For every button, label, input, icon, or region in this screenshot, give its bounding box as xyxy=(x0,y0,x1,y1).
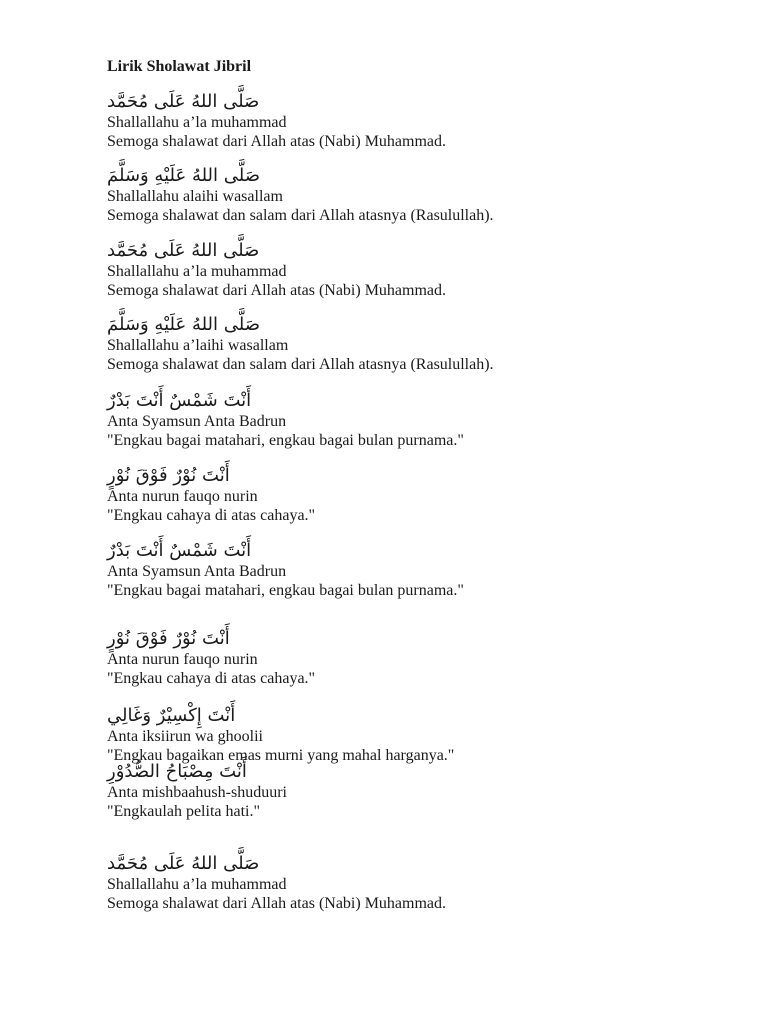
arabic-line: أَنْتَ شَمْسٌ أَنْتَ بَدْرٌ xyxy=(107,540,252,561)
transliteration-line: Shallallahu a’la muhammad xyxy=(107,114,287,131)
stanza-7 xyxy=(107,540,707,600)
arabic-line: أَنْتَ إِكْسِيْرٌ وَغَالِي xyxy=(107,705,236,726)
stanza-6 xyxy=(107,465,707,525)
translation-line: Semoga shalawat dari Allah atas (Nabi) Muhammad. xyxy=(107,282,447,299)
stanza-4 xyxy=(107,314,707,374)
stanza-3 xyxy=(107,240,707,300)
stanza-2 xyxy=(107,165,707,225)
arabic-line: أَنْتَ مِصْبَاحُ الصُّدُوْرِ xyxy=(107,761,247,782)
stanza-11 xyxy=(107,853,707,913)
translation-line: "Engkaulah pelita hati." xyxy=(107,803,261,820)
stanza-10 xyxy=(107,761,707,821)
transliteration-line: Shallallahu a’laihi wasallam xyxy=(107,337,289,354)
transliteration-line: Anta mishbaahush-shuduuri xyxy=(107,784,287,801)
transliteration-line: Anta nurun fauqo nurin xyxy=(107,488,258,505)
arabic-line: أَنْتَ شَمْسٌ أَنْتَ بَدْرٌ xyxy=(107,390,252,411)
document-title: Lirik Sholawat Jibril xyxy=(107,58,252,75)
arabic-line: أَنْتَ نُوْرٌ فَوْقَ نُوْرٍ xyxy=(107,628,230,649)
translation-line: "Engkau cahaya di atas cahaya." xyxy=(107,507,316,524)
transliteration-line: Shallallahu alaihi wasallam xyxy=(107,188,283,205)
stanza-1 xyxy=(107,91,707,151)
translation-line: "Engkau bagai matahari, engkau bagai bulan purnama." xyxy=(107,432,464,449)
transliteration-line: Anta Syamsun Anta Badrun xyxy=(107,563,287,580)
translation-line: Semoga shalawat dari Allah atas (Nabi) Muhammad. xyxy=(107,895,447,912)
transliteration-line: Anta iksiirun wa ghoolii xyxy=(107,728,263,745)
transliteration-line: Anta nurun fauqo nurin xyxy=(107,651,258,668)
stanza-5 xyxy=(107,390,707,450)
stanza-9 xyxy=(107,705,707,765)
translation-line: "Engkau cahaya di atas cahaya." xyxy=(107,670,316,687)
transliteration-line: Shallallahu a’la muhammad xyxy=(107,263,287,280)
transliteration-line: Shallallahu a’la muhammad xyxy=(107,876,287,893)
transliteration-line: Anta Syamsun Anta Badrun xyxy=(107,413,287,430)
translation-line: Semoga shalawat dan salam dari Allah atasnya (Rasulullah). xyxy=(107,356,494,373)
stanza-8 xyxy=(107,628,707,688)
arabic-line: أَنْتَ نُوْرٌ فَوْقَ نُوْرٍ xyxy=(107,465,230,486)
arabic-line: صَلَّى اللهُ عَلَيْهِ وَسَلَّمَ xyxy=(107,314,260,335)
arabic-line: صَلَّى اللهُ عَلَى مُحَمَّد xyxy=(107,853,260,874)
translation-line: Semoga shalawat dari Allah atas (Nabi) Muhammad. xyxy=(107,133,447,150)
arabic-line: صَلَّى اللهُ عَلَى مُحَمَّد xyxy=(107,240,260,261)
arabic-line: صَلَّى اللهُ عَلَى مُحَمَّد xyxy=(107,91,260,112)
translation-line: "Engkau bagaikan emas murni yang mahal harganya." xyxy=(107,747,455,764)
arabic-line: صَلَّى اللهُ عَلَيْهِ وَسَلَّمَ xyxy=(107,165,260,186)
translation-line: Semoga shalawat dan salam dari Allah atasnya (Rasulullah). xyxy=(107,207,494,224)
translation-line: "Engkau bagai matahari, engkau bagai bulan purnama." xyxy=(107,582,464,599)
